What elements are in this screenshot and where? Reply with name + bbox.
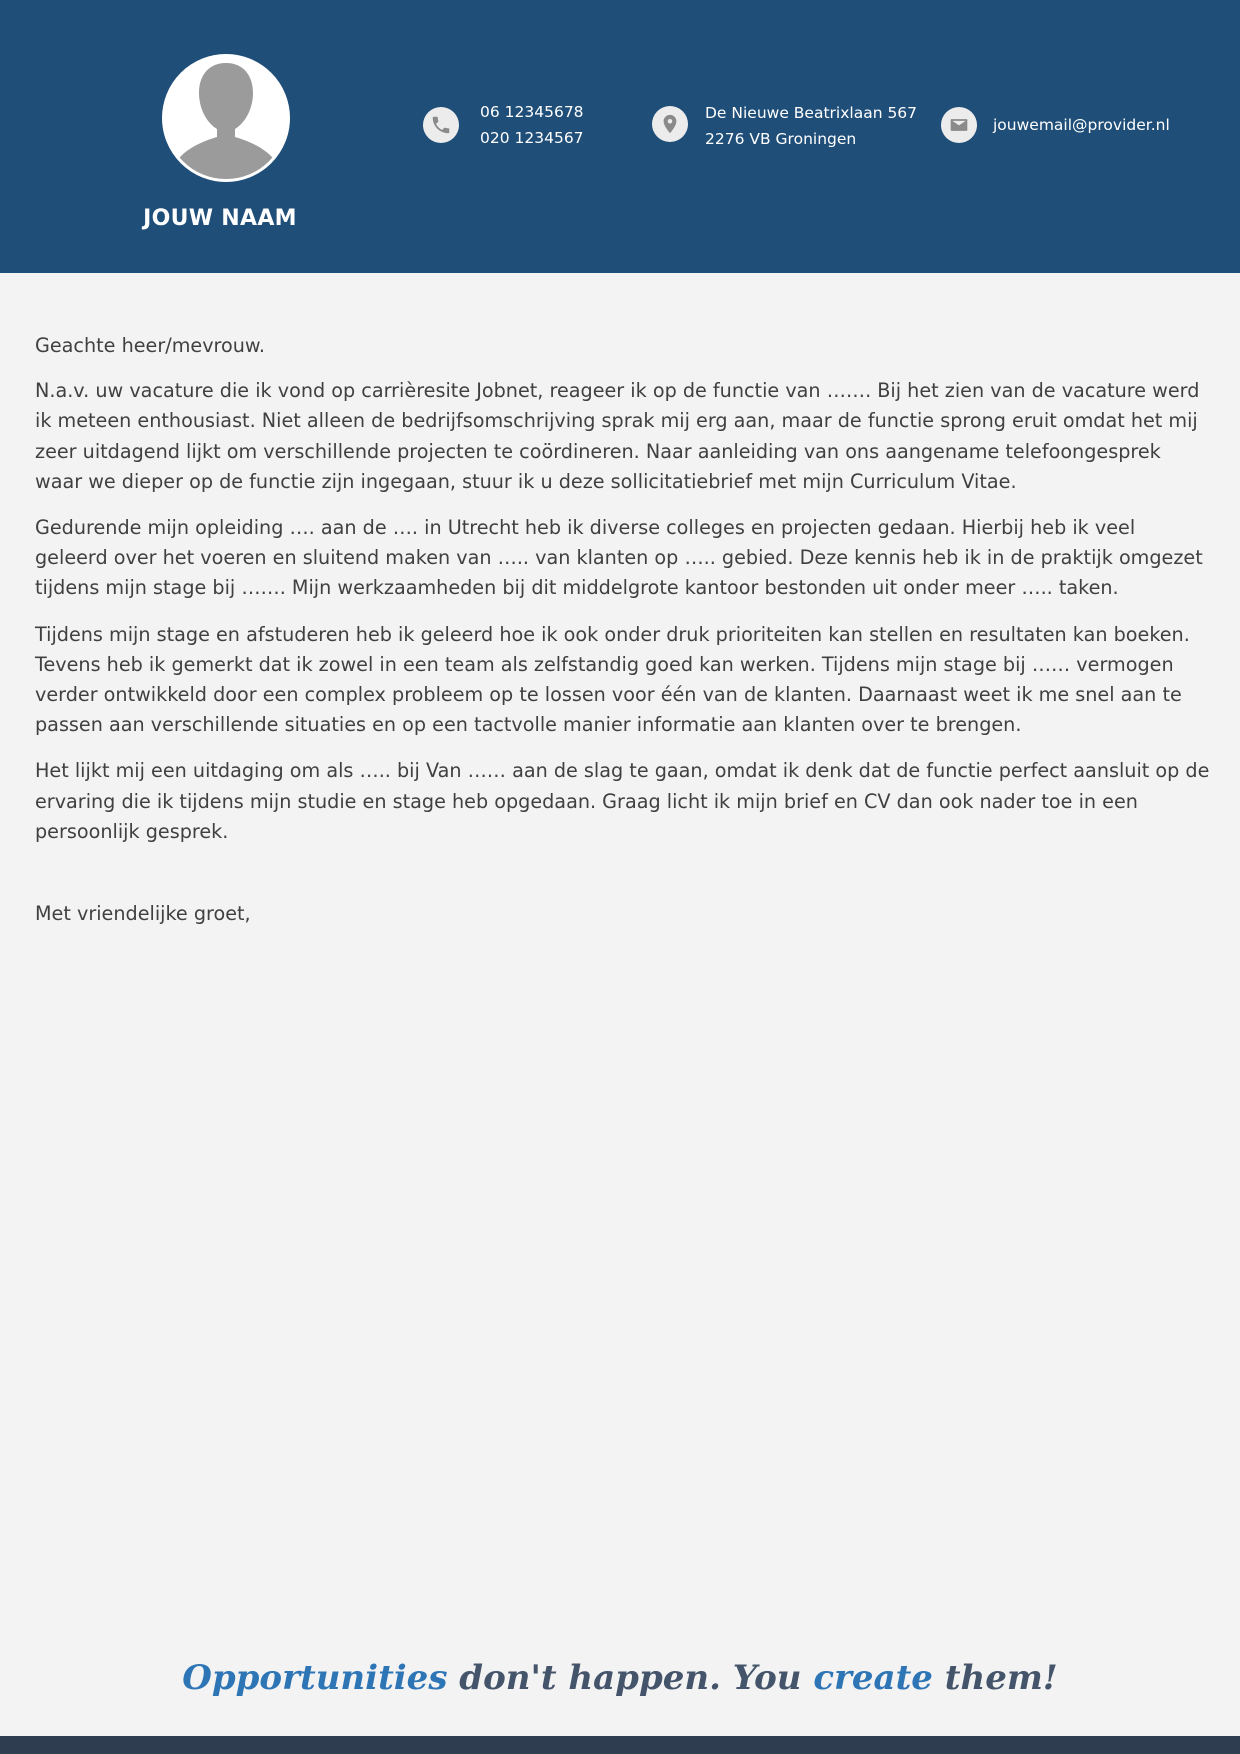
address-street: De Nieuwe Beatrixlaan 567 <box>705 104 918 122</box>
phone-icon <box>423 107 459 143</box>
paragraph-1: N.a.v. uw vacature die ik vond op carrièresite Jobnet, reageer ik op de functie van ……. Bij het zien van de vacature werd ik meteen enthousiast. Niet alleen de bedrijfsomschrijving sprak mij erg aan, maar de functie sprong eruit omdat het mij zeer uitdagend lijkt om verschillende projecten te coördineren. Naar aanleiding van ons aangename telefoongesprek waar we dieper op de functie zijn ingegaan, stuur ik u deze sollicitatiebrief met mijn Curriculum Vitae. <box>35 379 1200 493</box>
motto <box>0 1658 1240 1698</box>
candidate-name: JOUW NAAM <box>143 206 297 231</box>
envelope-icon <box>941 107 977 143</box>
motto-opportunities: Opportunities <box>182 1658 448 1698</box>
paragraph-4: Het lijkt mij een uitdaging om als ….. bij Van …… aan de slag te gaan, omdat ik denk dat de functie perfect aansluit op de ervaring die ik tijdens mijn studie en stage heb opgedaan. Graag licht ik mijn brief en CV dan ook nader toe in een persoonlijk gesprek. <box>35 759 1210 843</box>
motto-create: create <box>813 1658 933 1698</box>
closing: Met vriendelijke groet, <box>35 902 251 926</box>
letter-body <box>35 331 1210 945</box>
address-city: 2276 VB Groningen <box>705 130 857 148</box>
user-silhouette-icon <box>165 57 287 179</box>
paragraph-2: Gedurende mijn opleiding …. aan de …. in Utrecht heb ik diverse colleges en projecten gedaan. Hierbij heb ik veel geleerd over het voeren en sluitend maken van ….. van klanten op ….. gebied. Deze kennis heb ik in de praktijk omgezet tijdens mijn stage bij ……. Mijn werkzaamheden bij dit middelgrote kantoor bestonden uit onder meer ….. taken. <box>35 516 1203 600</box>
phone-numbers <box>480 99 584 151</box>
salutation: Geachte heer/mevrouw. <box>35 334 265 357</box>
email-address: jouwemail@provider.nl <box>993 116 1170 134</box>
phone-landline: 020 1234567 <box>480 129 584 147</box>
header-banner <box>0 0 1240 273</box>
address <box>705 100 917 152</box>
phone-mobile: 06 12345678 <box>480 103 584 121</box>
footer-bar <box>0 1736 1240 1754</box>
location-pin-icon <box>652 106 688 142</box>
paragraph-3: Tijdens mijn stage en afstuderen heb ik geleerd hoe ik ook onder druk prioriteiten kan stellen en resultaten kan boeken. Tevens heb ik gemerkt dat ik zowel in een team als zelfstandig goed kan werken. Tijdens mijn stage bij …… vermogen verder ontwikkeld door een complex probleem op te lossen voor één van de klanten. Daarnaast weet ik me snel aan te passen aan verschillende situaties en op een tactvolle manier informatie aan klanten over te brengen. <box>35 622 1190 737</box>
motto-middle: don't happen. You <box>447 1658 814 1698</box>
avatar <box>162 54 290 182</box>
motto-end: them! <box>932 1658 1058 1698</box>
